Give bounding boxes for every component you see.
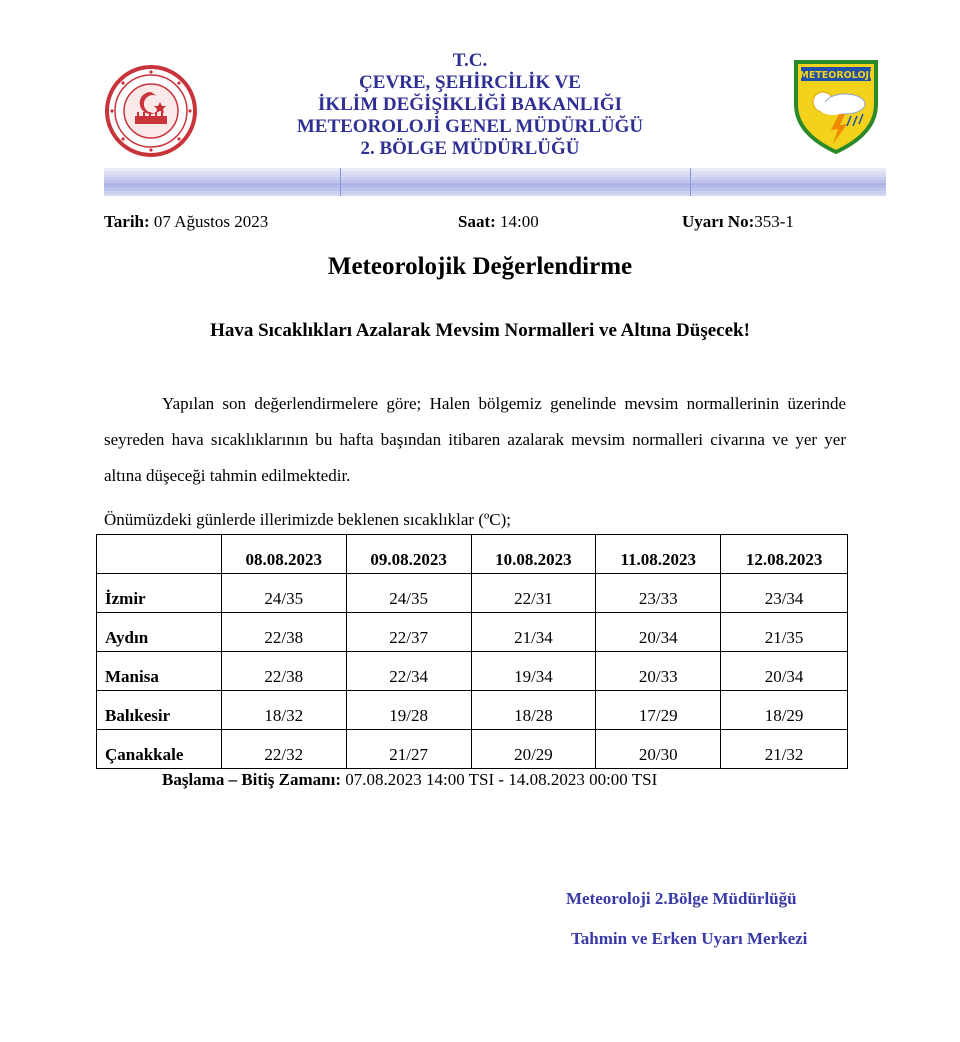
temperature-cell: 17/29 xyxy=(596,691,721,730)
city-cell: Balıkesir xyxy=(97,691,222,730)
temperature-cell: 22/34 xyxy=(346,652,471,691)
table-row xyxy=(97,652,848,691)
temperature-cell: 20/30 xyxy=(596,730,721,769)
temperature-cell: 22/31 xyxy=(471,574,596,613)
table-header-row xyxy=(97,535,848,574)
date-value: 07 Ağustos 2023 xyxy=(153,212,269,231)
date-header: 12.08.2023 xyxy=(721,535,848,574)
assessment-paragraph xyxy=(104,386,846,494)
temperature-cell: 21/32 xyxy=(721,730,848,769)
time-label: Saat: xyxy=(458,212,496,231)
city-cell: Çanakkale xyxy=(97,730,222,769)
validity-label: Başlama – Bitiş Zamanı: xyxy=(162,770,341,789)
temperature-cell: 18/28 xyxy=(471,691,596,730)
temperature-cell: 22/37 xyxy=(346,613,471,652)
city-cell: İzmir xyxy=(97,574,222,613)
temperature-cell: 24/35 xyxy=(221,574,346,613)
signature-line-1: Meteoroloji 2.Bölge Müdürlüğü xyxy=(566,889,797,908)
header-line-1: T.C. xyxy=(452,50,488,71)
temperature-cell: 22/38 xyxy=(221,613,346,652)
header-line-2: ÇEVRE, ŞEHİRCİLİK VE xyxy=(359,72,581,93)
city-cell: Aydın xyxy=(97,613,222,652)
table-intro: Önümüzdeki günlerde illerimizde beklenen sıcaklıklar (ºC); xyxy=(104,510,511,529)
time-value: 14:00 xyxy=(500,212,539,231)
temperature-cell: 23/33 xyxy=(596,574,721,613)
signature-line-2: Tahmin ve Erken Uyarı Merkezi xyxy=(571,929,808,948)
table-row xyxy=(97,691,848,730)
temperature-cell: 19/34 xyxy=(471,652,596,691)
city-cell: Manisa xyxy=(97,652,222,691)
date-header: 11.08.2023 xyxy=(596,535,721,574)
header-ministry-text xyxy=(250,50,690,160)
date-header: 09.08.2023 xyxy=(346,535,471,574)
temperature-cell: 22/38 xyxy=(221,652,346,691)
temperature-cell: 21/35 xyxy=(721,613,848,652)
date-field xyxy=(104,212,268,232)
temperature-cell: 22/32 xyxy=(221,730,346,769)
meteoroloji-shield-logo xyxy=(793,58,879,154)
page-title: Meteorolojik Değerlendirme xyxy=(327,253,633,280)
header-divider-separator xyxy=(340,168,341,196)
header-line-4: METEOROLOJİ GENEL MÜDÜRLÜĞÜ xyxy=(296,116,644,137)
header-line-3: İKLİM DEĞİŞİKLİĞİ BAKANLIĞI xyxy=(317,94,623,115)
header-line-5: 2. BÖLGE MÜDÜRLÜĞÜ xyxy=(360,138,580,159)
warning-value: 353-1 xyxy=(754,212,794,231)
temperature-cell: 20/34 xyxy=(596,613,721,652)
temperature-cell: 21/27 xyxy=(346,730,471,769)
header-divider-bar-texture xyxy=(104,168,886,196)
temperature-cell: 20/29 xyxy=(471,730,596,769)
table-row xyxy=(97,574,848,613)
validity-period xyxy=(162,770,657,790)
temperature-cell: 23/34 xyxy=(721,574,848,613)
temperature-cell: 24/35 xyxy=(346,574,471,613)
page-subtitle: Hava Sıcaklıkları Azalarak Mevsim Normalleri ve Altına Düşecek! xyxy=(210,320,750,341)
temperature-cell: 21/34 xyxy=(471,613,596,652)
assessment-text: Yapılan son değerlendirmelere göre; Halen bölgemiz genelinde mevsim normallerinin üzerinde seyreden hava sıcaklıklarının bu hafta başından itibaren azalarak mevsim normalleri civarına ve yer yer altına düşeceği tahmin edilmektedir. xyxy=(104,394,846,485)
header-divider-separator xyxy=(690,168,691,196)
temperature-cell: 18/32 xyxy=(221,691,346,730)
date-header: 08.08.2023 xyxy=(221,535,346,574)
temperature-table xyxy=(96,534,848,769)
ministry-seal-logo xyxy=(104,64,198,158)
validity-value: 07.08.2023 14:00 TSI - 14.08.2023 00:00 TSI xyxy=(345,770,658,789)
table-row xyxy=(97,613,848,652)
warning-label: Uyarı No: xyxy=(682,212,755,231)
temperature-cell: 20/33 xyxy=(596,652,721,691)
warning-number-field xyxy=(682,212,794,232)
temperature-cell: 19/28 xyxy=(346,691,471,730)
date-label: Tarih: xyxy=(104,212,150,231)
temperature-cell: 18/29 xyxy=(721,691,848,730)
table-row xyxy=(97,730,848,769)
time-field xyxy=(458,212,539,232)
table-corner-cell xyxy=(97,535,222,574)
date-header: 10.08.2023 xyxy=(471,535,596,574)
temperature-cell: 20/34 xyxy=(721,652,848,691)
logo-wordmark: METEOROLOJİ xyxy=(799,70,873,81)
